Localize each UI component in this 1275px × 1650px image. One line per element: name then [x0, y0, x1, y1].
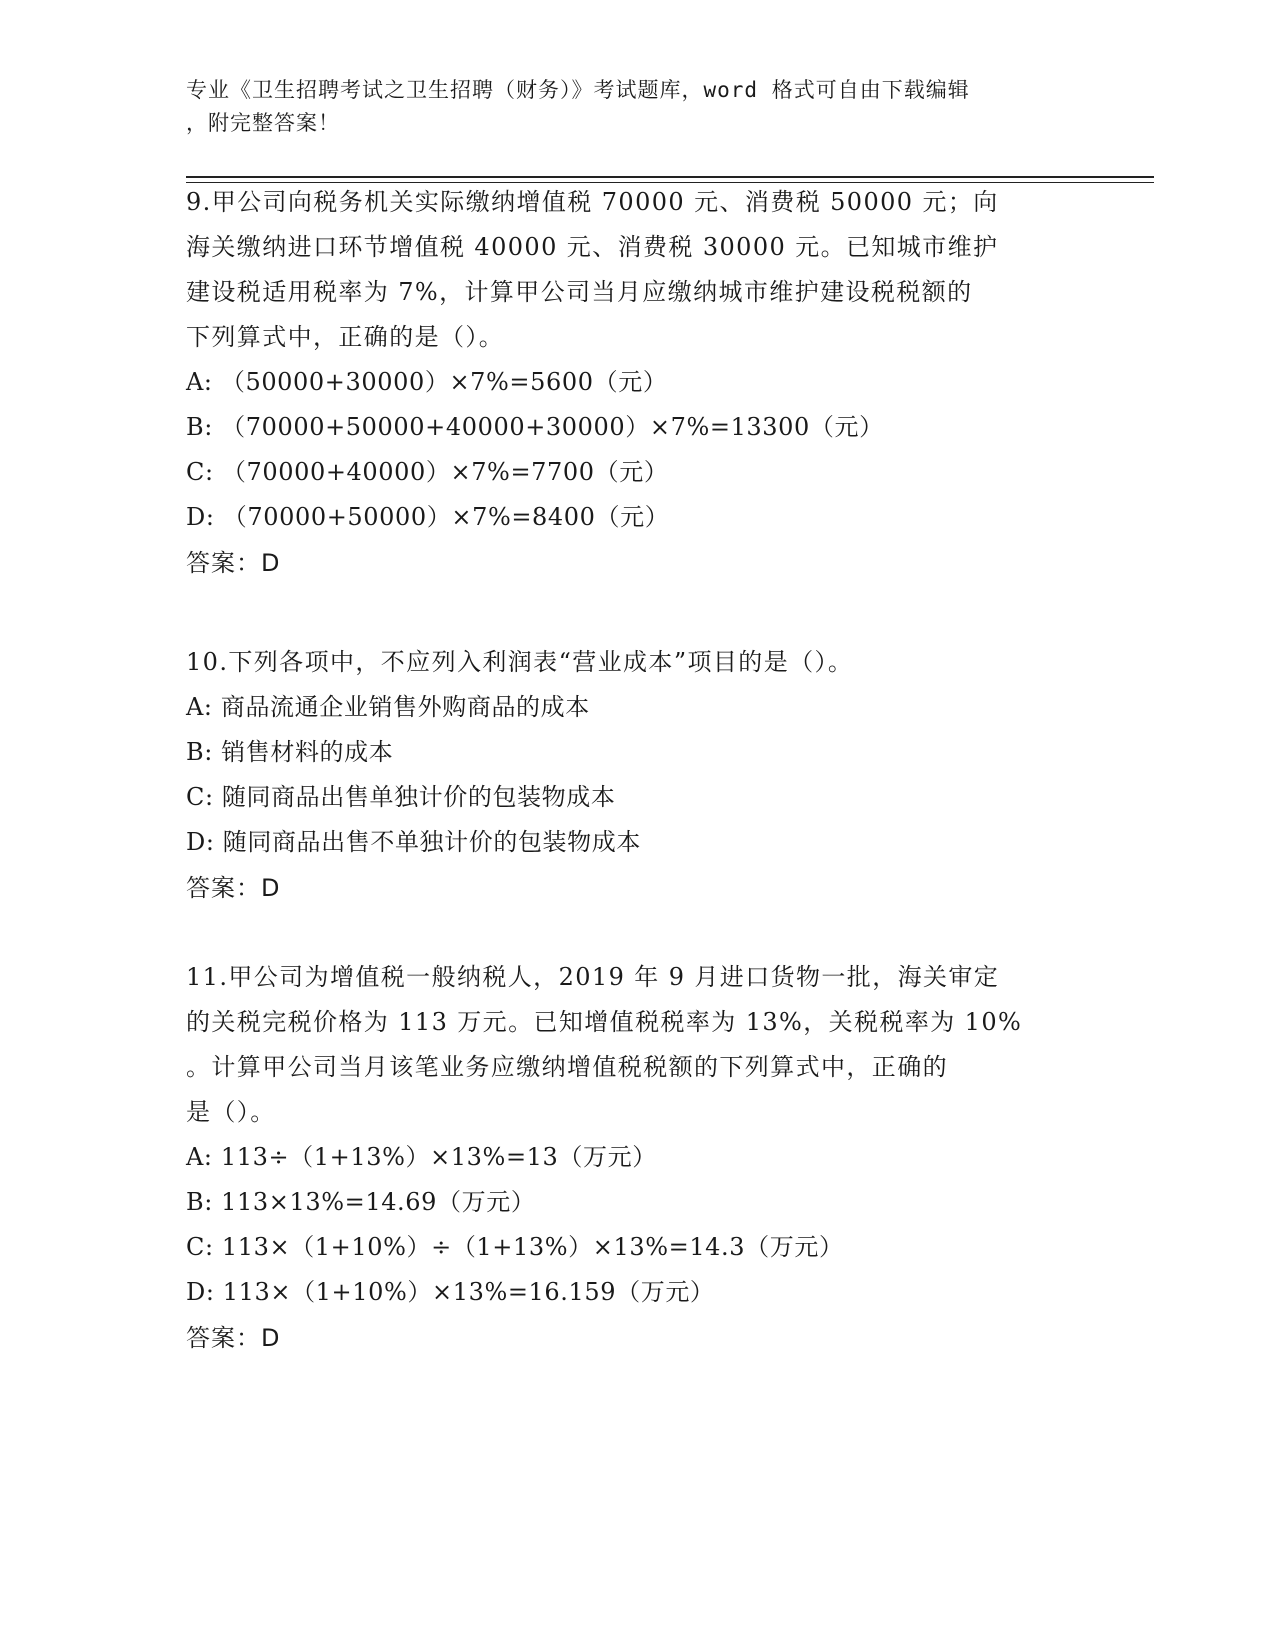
- option-a: A: 113÷（1+13%）×13%=13（万元）: [186, 1143, 657, 1171]
- question-11: [186, 955, 1086, 1361]
- option-b: B: 销售材料的成本: [186, 738, 394, 766]
- answer-line: 答案：D: [186, 874, 281, 902]
- answer-line: 答案：D: [186, 549, 281, 577]
- question-text-line: 。计算甲公司当月该笔业务应缴纳增值税税额的下列算式中，正确的: [186, 1053, 948, 1081]
- question-text-line: 11.甲公司为增值税一般纳税人，2019 年 9 月进口货物一批，海关审定: [186, 963, 1000, 991]
- question-text-line: 是（）。: [186, 1098, 276, 1126]
- option-c: C: 随同商品出售单独计价的包装物成本: [186, 783, 616, 811]
- document-header: [186, 74, 1066, 140]
- header-divider-thick: [186, 176, 1154, 178]
- question-10: [186, 640, 1086, 911]
- option-c: C: 113×（1+10%）÷（1+13%）×13%=14.3（万元）: [186, 1233, 844, 1261]
- header-line-1: 专业《卫生招聘考试之卫生招聘（财务）》考试题库，word 格式可自由下载编辑: [186, 78, 970, 102]
- option-c: C: （70000+40000）×7%=7700（元）: [186, 458, 669, 486]
- option-b: B: 113×13%=14.69（万元）: [186, 1188, 536, 1216]
- option-d: D: 随同商品出售不单独计价的包装物成本: [186, 828, 641, 856]
- question-text-line: 的关税完税价格为 113 万元。已知增值税税率为 13%，关税税率为 10%: [186, 1008, 1023, 1036]
- header-line-2: ，附完整答案！: [186, 111, 340, 135]
- question-text-line: 下列算式中，正确的是（）。: [186, 323, 505, 351]
- option-a: A: （50000+30000）×7%=5600（元）: [186, 368, 668, 396]
- answer-line: 答案：D: [186, 1324, 281, 1352]
- question-9: [186, 180, 1086, 586]
- option-a: A: 商品流通企业销售外购商品的成本: [186, 693, 590, 721]
- question-text-line: 10.下列各项中，不应列入利润表“营业成本”项目的是（）。: [186, 648, 854, 676]
- option-b: B: （70000+50000+40000+30000）×7%=13300（元）: [186, 413, 884, 441]
- question-text-line: 9.甲公司向税务机关实际缴纳增值税 70000 元、消费税 50000 元；向: [186, 188, 999, 216]
- option-d: D: 113×（1+10%）×13%=16.159（万元）: [186, 1278, 715, 1306]
- question-text-line: 建设税适用税率为 7%，计算甲公司当月应缴纳城市维护建设税税额的: [186, 278, 973, 306]
- option-d: D: （70000+50000）×7%=8400（元）: [186, 503, 670, 531]
- question-text-line: 海关缴纳进口环节增值税 40000 元、消费税 30000 元。已知城市维护: [186, 233, 999, 261]
